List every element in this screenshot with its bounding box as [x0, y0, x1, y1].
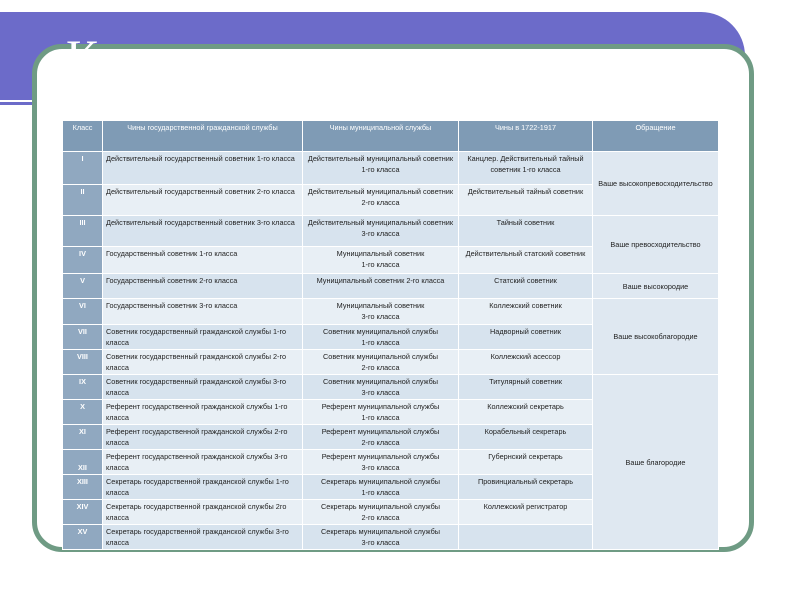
municipal-rank: Советник муниципальной службы 1-го класса [303, 325, 459, 350]
state-rank: Государственный советник 3-го класса [103, 299, 303, 325]
historic-rank: Коллежский секретарь [459, 400, 593, 425]
historic-rank: Губернский секретарь [459, 450, 593, 475]
class-number: XII [63, 450, 103, 475]
state-rank: Референт государственной гражданской службы 1-го класса [103, 400, 303, 425]
state-rank: Действительный государственный советник 2-го класса [103, 185, 303, 216]
historic-rank: Канцлер. Действительный тайный советник 1-го класса [459, 152, 593, 185]
state-rank: Действительный государственный советник 1-го класса [103, 152, 303, 185]
header-address: Обращение [593, 121, 719, 152]
header-row [63, 121, 719, 152]
address-cell: Ваше высокоблагородие [593, 299, 719, 375]
historic-rank: Тайный советник [459, 216, 593, 247]
historic-rank: Титулярный советник [459, 375, 593, 400]
class-number: II [63, 185, 103, 216]
table-row [63, 375, 719, 400]
municipal-rank: Муниципальный советник 3-го класса [303, 299, 459, 325]
class-number: IV [63, 247, 103, 274]
table-row [63, 274, 719, 299]
state-rank: Советник государственный гражданской службы 3-го класса [103, 375, 303, 400]
header-historic-ranks: Чины в 1722-1917 [459, 121, 593, 152]
class-number: X [63, 400, 103, 425]
municipal-rank: Референт муниципальной службы 2-го класса [303, 425, 459, 450]
class-number: XV [63, 525, 103, 550]
class-number: XIV [63, 500, 103, 525]
class-number: VIII [63, 350, 103, 375]
historic-rank: Коллежский советник [459, 299, 593, 325]
address-cell: Ваше благородие [593, 375, 719, 550]
class-number: IX [63, 375, 103, 400]
state-rank: Секретарь государственной гражданской службы 2го класса [103, 500, 303, 525]
historic-rank: Действительный тайный советник [459, 185, 593, 216]
class-number: VII [63, 325, 103, 350]
municipal-rank: Секретарь муниципальной службы 1-го класса [303, 475, 459, 500]
address-cell: Ваше превосходительство [593, 216, 719, 274]
table-row [63, 216, 719, 247]
table-row [63, 152, 719, 185]
slide-title: Классные чины [66, 31, 385, 84]
municipal-rank: Секретарь муниципальной службы 2-го класса [303, 500, 459, 525]
municipal-rank: Муниципальный советник 1-го класса [303, 247, 459, 274]
municipal-rank: Референт муниципальной службы 3-го класса [303, 450, 459, 475]
historic-rank: Коллежский асессор [459, 350, 593, 375]
state-rank: Референт государственной гражданской службы 2-го класса [103, 425, 303, 450]
header-class: Класс [63, 121, 103, 152]
address-cell: Ваше высокопревосходительство [593, 152, 719, 216]
table-row [63, 299, 719, 325]
state-rank: Государственный советник 2-го класса [103, 274, 303, 299]
historic-rank: Корабельный секретарь [459, 425, 593, 450]
state-rank: Действительный государственный советник 3-го класса [103, 216, 303, 247]
header-municipal-ranks: Чины муниципальной службы [303, 121, 459, 152]
municipal-rank: Референт муниципальной службы 1-го класса [303, 400, 459, 425]
class-number: III [63, 216, 103, 247]
historic-rank: Надворный советник [459, 325, 593, 350]
historic-rank: Коллежский регистратор [459, 500, 593, 525]
state-rank: Советник государственный гражданской службы 2-го класса [103, 350, 303, 375]
municipal-rank: Действительный муниципальный советник 3-го класса [303, 216, 459, 247]
class-number: V [63, 274, 103, 299]
ranks-table [62, 120, 719, 550]
class-number: VI [63, 299, 103, 325]
municipal-rank: Советник муниципальной службы 3-го класса [303, 375, 459, 400]
municipal-rank: Секретарь муниципальной службы 3-го класса [303, 525, 459, 550]
municipal-rank: Советник муниципальной службы 2-го класса [303, 350, 459, 375]
class-number: XI [63, 425, 103, 450]
historic-rank: Провинциальный секретарь [459, 475, 593, 500]
address-cell: Ваше высокородие [593, 274, 719, 299]
state-rank: Государственный советник 1-го класса [103, 247, 303, 274]
state-rank: Секретарь государственной гражданской службы 3-го класса [103, 525, 303, 550]
historic-rank: Действительный статский советник [459, 247, 593, 274]
state-rank: Референт государственной гражданской службы 3-го класса [103, 450, 303, 475]
class-number: XIII [63, 475, 103, 500]
municipal-rank: Муниципальный советник 2-го класса [303, 274, 459, 299]
municipal-rank: Действительный муниципальный советник 2-го класса [303, 185, 459, 216]
municipal-rank: Действительный муниципальный советник 1-го класса [303, 152, 459, 185]
state-rank: Советник государственный гражданской службы 1-го класса [103, 325, 303, 350]
historic-rank: Статский советник [459, 274, 593, 299]
state-rank: Секретарь государственной гражданской службы 1-го класса [103, 475, 303, 500]
header-state-ranks: Чины государственной гражданской службы [103, 121, 303, 152]
class-number: I [63, 152, 103, 185]
historic-rank [459, 525, 593, 550]
